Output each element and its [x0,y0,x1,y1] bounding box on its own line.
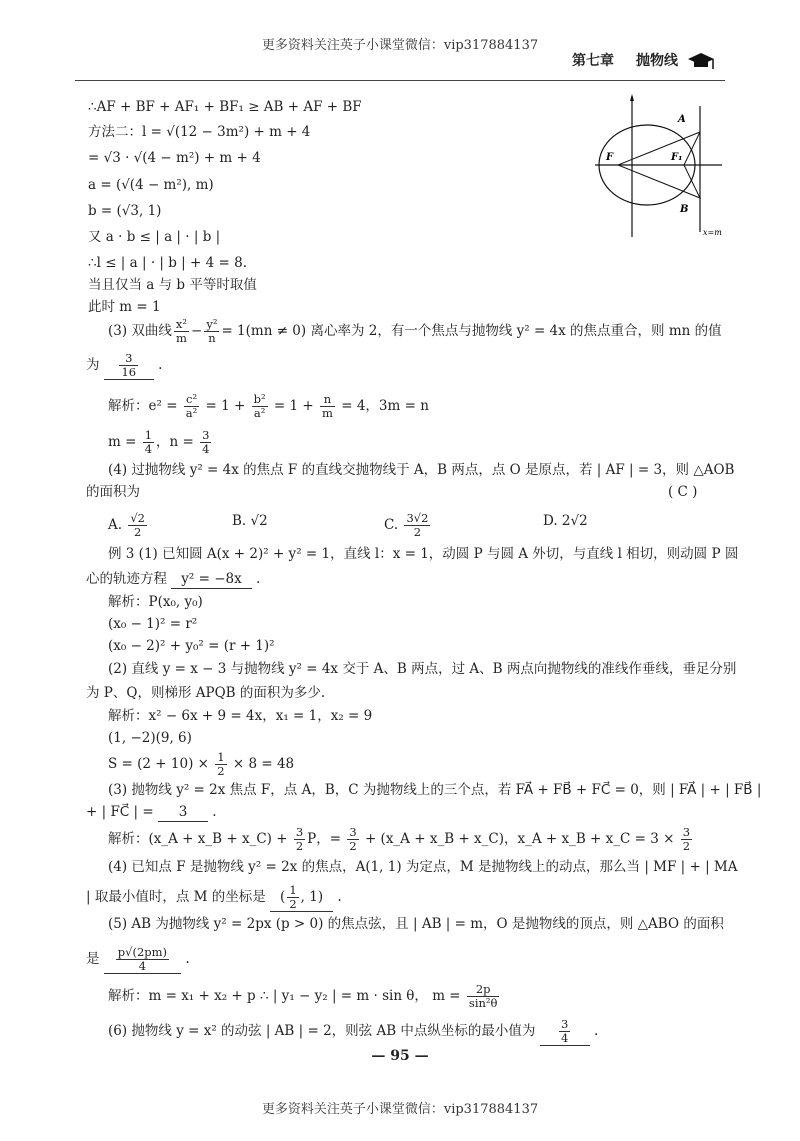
numerator: 3√2 [406,511,429,525]
numerator: 2p [467,983,500,997]
text-line [668,483,697,501]
fraction [184,393,199,420]
text-run: ( C ) [668,484,698,500]
text-run: . [333,889,342,905]
text-run: 是 [86,951,104,967]
denominator: m [176,331,187,345]
text-line [108,983,501,1010]
text-run: 此时 m = 1 [88,299,161,315]
text-run: ，n = [156,434,199,450]
label-A: A [678,114,686,125]
numerator: 3 [561,1017,569,1031]
text-line [108,512,149,539]
text-run: = 4，3m = n [336,398,429,414]
text-line [108,858,738,876]
fraction [320,393,335,420]
fraction [128,512,147,539]
text-line [88,123,310,141]
fraction [287,884,298,911]
answer-blank [104,352,154,380]
text-run: 的面积为 [86,484,140,500]
fraction [252,393,268,420]
denominator: 4 [138,959,147,973]
numerator: y² [206,317,218,331]
text-line [88,254,247,272]
text-run: B. √2 [232,513,268,529]
text-line [86,352,162,380]
text-line [88,298,161,316]
text-run: 例 3 (1) 已知圆 A(x + 2)² + y² = 1，直线 l：x = 1，动圆 P 与圆 A 外切，与直线 l 相切，则动圆 P 圆 [108,546,739,562]
text-line [108,729,192,747]
text-line [108,545,738,563]
text-run: (4) 已知点 F 是抛物线 y² = 2x 的焦点，A(1, 1) 为定点，M 是抛物线上的动点，那么当 | MF | + | MA [108,859,738,875]
text-run: ∴AF + BF + AF₁ + BF₁ ≥ AB + AF + BF [88,99,362,115]
text-line [86,483,140,501]
denominator: a² [253,406,266,420]
text-run: . [251,571,261,587]
denominator: 16 [121,365,137,379]
fraction [294,826,305,853]
text-run: = 1(mn ≠ 0) 离心率为 2，有一个焦点与抛物线 y² = 4x 的焦点重合，则 mn 的值 [221,323,722,339]
chapter-header [572,50,715,71]
denominator: a² [185,406,198,420]
numerator: b² [253,392,266,406]
denominator: 2 [413,525,422,539]
text-run: (3) 抛物线 y² = 2x 焦点 F，点 A，B，C 为抛物线上的三个点，若 FA⃗ + FB⃗ + FC⃗ = 0，则 | FA⃗ | + | FB⃗ | [108,782,762,798]
text-line [543,512,588,530]
text-run: = 1 + [201,398,250,414]
text-run: (x₀ − 1)² = r² [108,616,198,632]
text-run: . [589,1023,599,1039]
text-line [108,660,736,678]
fraction [143,429,154,456]
denominator: 4 [202,442,210,456]
denominator: sin²θ [468,996,498,1010]
graduation-cap-icon [687,51,715,71]
text-run: (1, −2)(9, 6) [108,730,192,746]
text-run: 解析：(x_A + x_B + x_C) + [108,831,292,847]
text-line [108,1018,598,1046]
label-x-eq-m: x=m [703,228,722,237]
answer-blank [540,1018,590,1046]
denominator: m [322,406,333,420]
numerator: 3 [682,825,691,839]
text-run: × 8 = 48 [228,756,295,772]
text-run: + | FC⃗ | = [86,804,158,820]
text-run: (2) 直线 y = x − 3 与抛物线 y² = 4x 交于 A、B 两点，过 A、B 两点向抛物线的准线作垂线，垂足分别 [108,661,737,677]
text-line [88,202,161,220]
ellipse-diagram [590,92,730,242]
numerator: c² [184,393,199,407]
answer-blank [158,803,208,822]
text-run: (x₀ − 2)² + y₀² = (r + 1)² [108,638,275,654]
denominator: 2 [682,839,691,853]
text-run: 解析：P(x₀, y₀) [108,594,203,610]
text-run: = √3 · √(4 − m²) + m + 4 [88,150,261,166]
text-run: m = [108,434,141,450]
text-run: S = (2 + 10) × [108,756,214,772]
numerator: 1 [217,750,225,764]
label-F1: F₁ [671,152,683,163]
text-line [108,393,429,420]
text-run: 为 [86,357,104,373]
text-run: = 1 + [269,398,319,414]
text-run: 解析：x² − 6x + 9 = 4x，x₁ = 1，x₂ = 9 [108,708,373,724]
text-run: y² = −8x [181,571,242,587]
text-run: 为 P、Q，则梯形 APQB 的面积为多少. [86,685,326,701]
text-line [86,946,190,974]
numerator: 3 [295,825,304,839]
label-F: F [606,152,614,163]
text-line [88,176,214,194]
answer-blank [270,884,333,912]
numerator: 3 [349,825,357,839]
text-run: 方法二：l = √(12 − 3m²) + m + 4 [88,124,311,140]
text-line [88,228,220,246]
text-run: | 取最小值时，点 M 的坐标是 [86,889,271,905]
text-line [108,751,294,778]
text-line [86,684,325,702]
text-line [108,781,761,799]
text-run: , 1) [300,889,324,905]
text-run: (6) 抛物线 y = x² 的动弦 | AB | = 2，则弦 AB 中点纵坐标的最小值为 [108,1023,540,1039]
fraction [681,826,692,853]
text-line [108,707,372,725]
text-line [108,637,275,655]
fraction [174,318,189,345]
numerator: 1 [144,428,153,442]
chapter-title: 抛物线 [636,53,678,69]
label-B: B [680,204,689,215]
denominator: 2 [295,839,304,853]
fraction [404,512,430,539]
text-line [108,318,722,345]
denominator: n [208,331,216,345]
text-line [108,461,734,479]
text-line [86,803,217,822]
numerator: p√(2pm) [117,945,168,959]
fraction [119,352,138,379]
numerator: x² [175,317,188,331]
text-run: − [191,323,203,339]
text-line [232,512,268,530]
numerator: 1 [289,883,297,897]
fraction [467,983,500,1010]
denominator: 2 [134,525,142,539]
text-run: a = (√(4 − m²), m) [88,177,214,193]
page-number: — 95 — [371,1048,429,1064]
fraction [204,318,219,345]
answer-blank [171,570,251,589]
denominator: 2 [289,897,297,911]
denominator: 4 [561,1031,569,1045]
text-run: 3 [178,804,188,820]
text-line [384,512,432,539]
watermark-bottom: 更多资料关注英子小课堂微信：vip317884137 [261,1102,539,1117]
text-line [108,826,694,853]
text-run: A. [108,517,127,533]
text-line [108,429,213,456]
text-run: D. 2√2 [543,513,588,529]
text-line [88,276,257,294]
numerator: 3 [202,428,210,442]
fraction [116,946,169,973]
denominator: 4 [144,442,153,456]
text-run: (4) 过抛物线 y² = 4x 的焦点 F 的直线交抛物线于 A，B 两点，点 O 是原点，若 | AF | = 3，则 △AOB [108,462,735,478]
denominator: 2 [217,764,225,778]
denominator: 2 [349,839,357,853]
text-run: 又 a · b ≤ | a | · | b | [88,229,221,245]
numerator: n [320,393,335,407]
text-run: 当且仅当 a 与 b 平等时取值 [88,277,257,293]
text-run: + (x_A + x_B + x_C)，x_A + x_B + x_C = 3 × [360,831,679,847]
text-run: ∴l ≤ | a | · | b | + 4 = 8. [88,255,247,271]
fraction [347,826,358,853]
watermark-top: 更多资料关注英子小课堂微信：vip317884137 [261,38,539,53]
text-line [88,149,261,167]
text-run: (5) AB 为抛物线 y² = 2px (p > 0) 的焦点弦，且 | AB | = m，O 是抛物线的顶点，则 △ABO 的面积 [108,916,724,932]
fraction [200,429,211,456]
text-run: 解析：m = x₁ + x₂ + p ∴ | y₁ − y₂ | = m · sin θ， m = [108,988,465,1004]
fraction [215,751,226,778]
text-run: 心的轨迹方程 [86,571,172,587]
numerator: 3 [119,352,138,366]
text-line [86,570,260,589]
text-line [108,593,203,611]
text-run: P，= [307,831,346,847]
text-run: . [207,804,217,820]
text-run: b = (√3, 1) [88,203,162,219]
chapter-number: 第七章 [572,53,614,69]
text-line [108,615,197,633]
header-rule [75,80,725,81]
text-run: ( [280,889,286,905]
text-run: . [181,951,190,967]
text-run: 解析：e² = [108,398,182,414]
answer-blank [104,946,181,974]
text-line [108,915,724,933]
text-run: . [153,357,163,373]
text-run: C. [384,517,403,533]
text-line [86,884,342,912]
text-line [88,98,362,116]
numerator: √2 [130,511,145,525]
fraction [559,1018,570,1045]
text-run: (3) 双曲线 [108,323,172,339]
